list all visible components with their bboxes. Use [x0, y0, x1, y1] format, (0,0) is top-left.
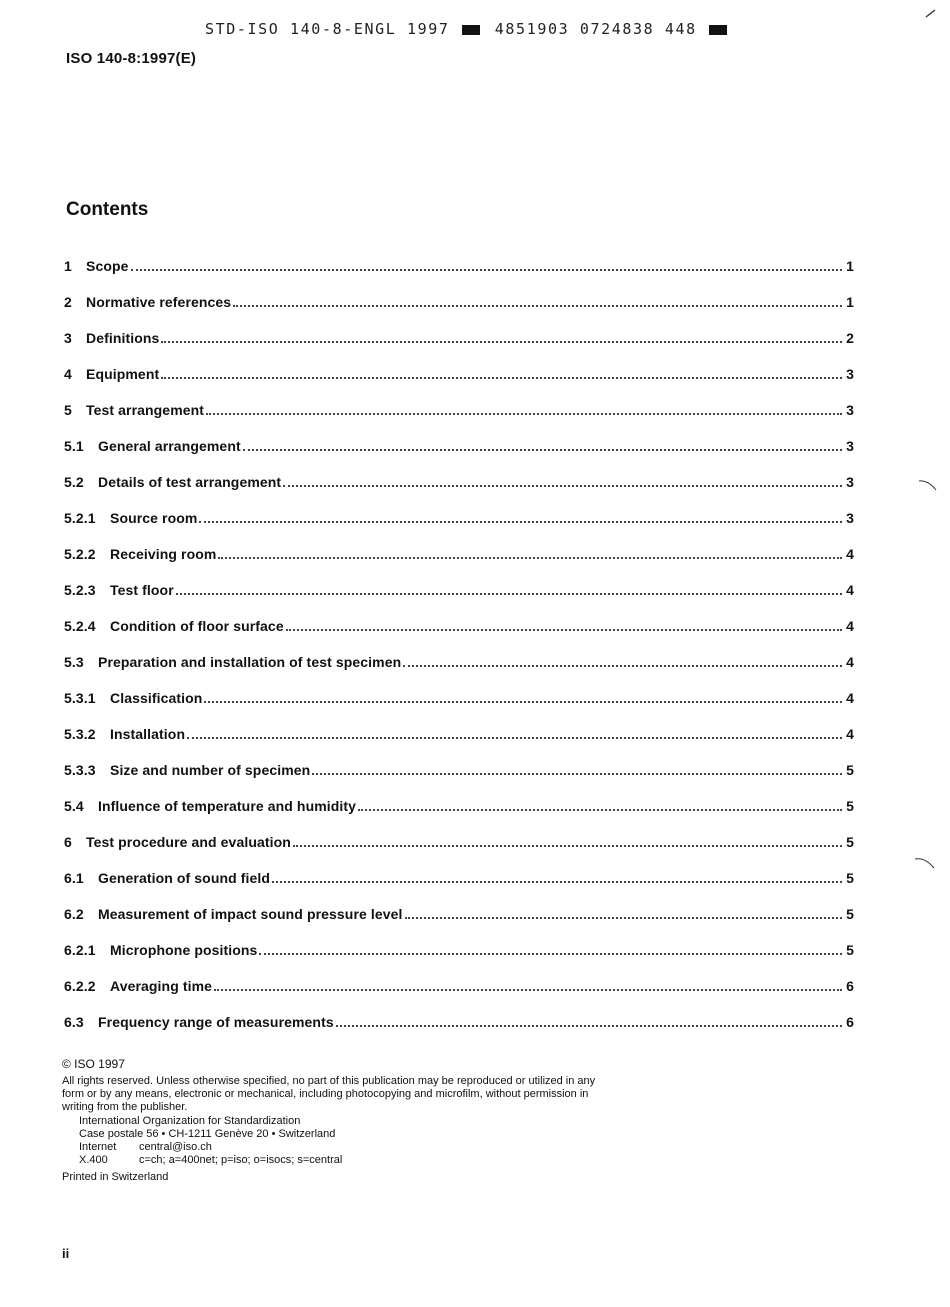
- toc-entry: [64, 886, 854, 922]
- toc-leader-dots: [206, 412, 842, 415]
- toc-leader-dots: [131, 268, 842, 271]
- toc-entry-title: Source room: [110, 510, 198, 526]
- toc-entry: [64, 454, 854, 490]
- toc-entry-page: 5: [846, 834, 854, 850]
- toc-entry-page: 3: [846, 474, 854, 490]
- toc-leader-dots: [161, 340, 842, 343]
- toc-entry-page: 3: [846, 402, 854, 418]
- toc-entry-number: 6.1: [64, 870, 84, 886]
- internet-label: Internet: [79, 1141, 117, 1153]
- toc-entry: [64, 382, 854, 418]
- internet-row: [79, 1141, 602, 1154]
- toc-entry-title: Generation of sound field: [98, 870, 271, 886]
- toc-entry-title: Classification: [110, 690, 203, 706]
- toc-leader-dots: [187, 736, 842, 739]
- toc-entry-number: 4: [64, 366, 72, 382]
- toc-entry-title: Condition of floor surface: [110, 618, 284, 634]
- toc-entry-page: 3: [846, 510, 854, 526]
- toc-leader-dots: [243, 448, 842, 451]
- toc-entry-page: 6: [846, 978, 854, 994]
- toc-entry-page: 1: [846, 258, 854, 274]
- toc-entry: [64, 526, 854, 562]
- toc-leader-dots: [405, 916, 842, 919]
- toc-entry-number: 6.2.2: [64, 978, 96, 994]
- toc-entry-title: General arrangement: [98, 438, 241, 454]
- toc-entry-title: Frequency range of measurements: [98, 1014, 334, 1030]
- toc-entry-page: 3: [846, 366, 854, 382]
- scan-block-mark-end: [709, 25, 727, 35]
- toc-entry-title: Definitions: [86, 330, 160, 346]
- toc-entry: [64, 850, 854, 886]
- toc-entry: [64, 994, 854, 1030]
- toc-entry-page: 6: [846, 1014, 854, 1030]
- toc-entry-title: Test arrangement: [86, 402, 205, 418]
- printed-location: Printed in Switzerland: [62, 1171, 169, 1183]
- scan-reference: STD-ISO 140-8-ENGL 1997: [205, 20, 450, 38]
- toc-entry: [64, 562, 854, 598]
- toc-entry: [64, 778, 854, 814]
- internet-value: central@iso.ch: [139, 1141, 212, 1153]
- contents-title: Contents: [66, 199, 149, 220]
- toc-entry-page: 5: [846, 798, 854, 814]
- toc-entry-page: 5: [846, 906, 854, 922]
- toc-leader-dots: [286, 628, 842, 631]
- page-number: ii: [62, 1246, 70, 1261]
- toc-entry-number: 5.2.2: [64, 546, 96, 562]
- toc-entry: [64, 598, 854, 634]
- table-of-contents: [64, 238, 854, 1030]
- toc-entry-title: Size and number of specimen: [110, 762, 311, 778]
- toc-entry-number: 5.1: [64, 438, 84, 454]
- toc-entry-title: Influence of temperature and humidity: [98, 798, 357, 814]
- toc-entry-number: 5.4: [64, 798, 84, 814]
- scan-mark-corner: [924, 8, 938, 20]
- scan-header: [205, 20, 731, 38]
- toc-leader-dots: [403, 664, 842, 667]
- org-name: International Organization for Standardization: [79, 1115, 301, 1127]
- toc-leader-dots: [272, 880, 842, 883]
- x400-value: c=ch; a=400net; p=iso; o=isocs; s=central: [139, 1154, 343, 1166]
- toc-entry: [64, 418, 854, 454]
- toc-entry-page: 1: [846, 294, 854, 310]
- toc-entry-page: 4: [846, 726, 854, 742]
- scan-mark-lower: [914, 856, 936, 872]
- toc-entry-title: Installation: [110, 726, 186, 742]
- toc-leader-dots: [214, 988, 842, 991]
- toc-leader-dots: [358, 808, 842, 811]
- toc-entry-title: Scope: [86, 258, 129, 274]
- toc-entry: [64, 346, 854, 382]
- x400-label: X.400: [79, 1154, 108, 1166]
- toc-entry: [64, 706, 854, 742]
- toc-entry-page: 2: [846, 330, 854, 346]
- copyright-notice: © ISO 1997: [62, 1057, 125, 1071]
- toc-leader-dots: [204, 700, 842, 703]
- toc-entry-number: 5.2.4: [64, 618, 96, 634]
- toc-entry: [64, 490, 854, 526]
- toc-entry-number: 5.3.1: [64, 690, 96, 706]
- toc-entry-number: 2: [64, 294, 72, 310]
- toc-leader-dots: [312, 772, 842, 775]
- toc-entry-number: 1: [64, 258, 72, 274]
- toc-entry: [64, 814, 854, 850]
- toc-leader-dots: [233, 304, 842, 307]
- toc-leader-dots: [199, 520, 842, 523]
- toc-entry-number: 6: [64, 834, 72, 850]
- toc-entry: [64, 922, 854, 958]
- toc-entry-page: 4: [846, 654, 854, 670]
- toc-entry-number: 5.3.3: [64, 762, 96, 778]
- toc-entry-number: 5.2.1: [64, 510, 96, 526]
- toc-entry-number: 5.2.3: [64, 582, 96, 598]
- toc-entry-page: 4: [846, 582, 854, 598]
- toc-entry-title: Microphone positions: [110, 942, 258, 958]
- toc-leader-dots: [176, 592, 842, 595]
- toc-entry-page: 5: [846, 762, 854, 778]
- toc-entry-title: Test floor: [110, 582, 174, 598]
- organization-address: [62, 1115, 602, 1167]
- toc-entry-title: Equipment: [86, 366, 160, 382]
- toc-entry-page: 4: [846, 618, 854, 634]
- rights-statement: All rights reserved. Unless otherwise specified, no part of this publication may be reproduced or utilized in any form or by any means, electronic or mechanical, including photocopying and microfilm, without permission in writing from the publisher.: [62, 1075, 596, 1113]
- toc-entry-title: Test procedure and evaluation: [86, 834, 291, 850]
- toc-leader-dots: [336, 1024, 842, 1027]
- org-address: Case postale 56 • CH-1211 Genève 20 • Switzerland: [79, 1128, 336, 1140]
- toc-entry-page: 4: [846, 546, 854, 562]
- toc-leader-dots: [161, 376, 842, 379]
- toc-leader-dots: [293, 844, 842, 847]
- scan-block-mark: [462, 25, 480, 35]
- toc-entry-title: Averaging time: [110, 978, 213, 994]
- toc-entry: [64, 634, 854, 670]
- toc-entry: [64, 958, 854, 994]
- toc-entry: [64, 670, 854, 706]
- toc-entry-title: Receiving room: [110, 546, 217, 562]
- toc-entry-number: 6.2.1: [64, 942, 96, 958]
- toc-leader-dots: [259, 952, 842, 955]
- toc-leader-dots: [283, 484, 842, 487]
- toc-entry: [64, 742, 854, 778]
- x400-row: [79, 1154, 602, 1167]
- toc-entry-page: 3: [846, 438, 854, 454]
- toc-entry-number: 5.3: [64, 654, 84, 670]
- copyright-block: [62, 1058, 602, 1184]
- scan-mark-upper: [918, 478, 938, 494]
- toc-entry-number: 3: [64, 330, 72, 346]
- toc-entry-title: Details of test arrangement: [98, 474, 282, 490]
- toc-entry-page: 4: [846, 690, 854, 706]
- toc-entry-number: 5: [64, 402, 72, 418]
- toc-entry-number: 6.2: [64, 906, 84, 922]
- toc-entry-page: 5: [846, 942, 854, 958]
- toc-entry: [64, 310, 854, 346]
- toc-entry-title: Measurement of impact sound pressure level: [98, 906, 403, 922]
- document-code: ISO 140-8:1997(E): [66, 50, 197, 67]
- scan-code: 4851903 0724838 448: [494, 20, 697, 38]
- toc-entry: [64, 274, 854, 310]
- toc-entry-number: 5.3.2: [64, 726, 96, 742]
- toc-leader-dots: [218, 556, 842, 559]
- toc-entry-title: Preparation and installation of test specimen: [98, 654, 402, 670]
- toc-entry: [64, 238, 854, 274]
- toc-entry-title: Normative references: [86, 294, 232, 310]
- toc-entry-number: 6.3: [64, 1014, 84, 1030]
- toc-entry-page: 5: [846, 870, 854, 886]
- toc-entry-number: 5.2: [64, 474, 84, 490]
